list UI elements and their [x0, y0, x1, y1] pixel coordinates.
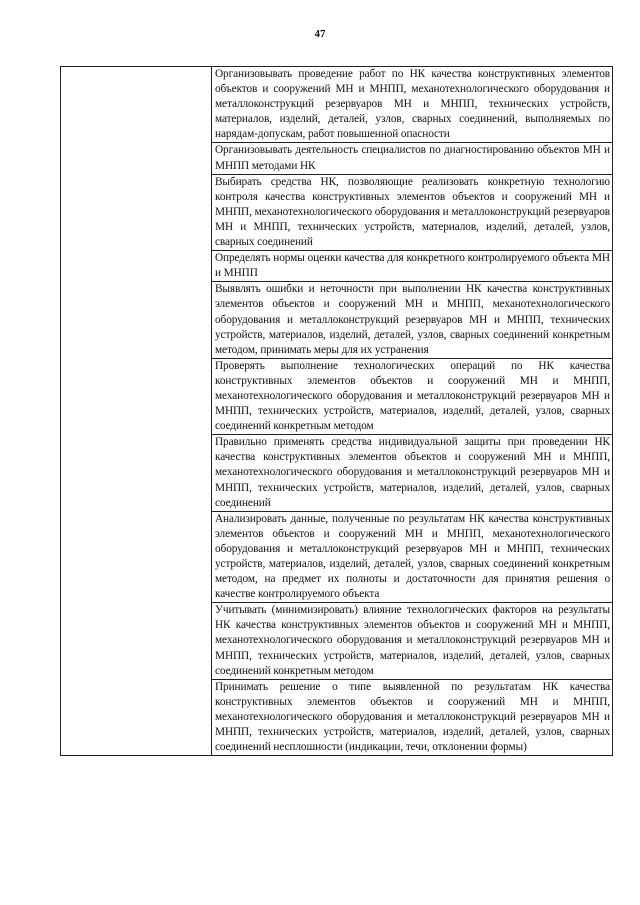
table-row: [61, 67, 613, 756]
page-number: 47: [314, 28, 326, 40]
skill-item: Проверять выполнение технологических операций по НК качества конструктивных элементов объектов и сооружений МН и МНПП, механотехнологического оборудования и металлоконструкций резервуаров МН и МНПП, технических устройств, материалов, изделий, деталей, узлов, сварных соединений конкретным методом: [212, 359, 612, 435]
skill-item: Анализировать данные, полученные по результатам НК качества конструктивных элементов объектов и сооружений МН и МНПП, механотехнологического оборудования и металлоконструкций резервуаров МН и МНПП, технических устройств, материалов, изделий, деталей, узлов, сварных соединений конкретным методом, на предмет их полноты и достаточности для принятия решения о качестве контролируемого объекта: [212, 512, 612, 604]
skill-item: Организовывать проведение работ по НК качества конструктивных элементов объектов и сооружений МН и МНПП, механотехнологического оборудования и металлоконструкций резервуаров МН и МНПП, технических устройств, материалов, изделий, деталей, узлов, сварных соединений, выполняемых по нарядам-допускам, работ повышенной опасности: [212, 67, 612, 143]
skill-item: Правильно применять средства индивидуальной защиты при проведении НК качества конструктивных элементов объектов и сооружений МН и МНПП, механотехнологического оборудования и металлоконструкций резервуаров МН и МНПП, технических устройств, материалов, изделий, деталей, узлов, сварных соединений: [212, 435, 612, 511]
skills-table: [60, 66, 613, 756]
skills-list-cell: [212, 67, 613, 756]
skill-item: Организовывать деятельность специалистов по диагностированию объектов МН и МНПП методами НК: [212, 143, 612, 174]
skill-item: Выявлять ошибки и неточности при выполнении НК качества конструктивных элементов объектов и сооружений МН и МНПП, механотехнологического оборудования и металлоконструкций резервуаров МН и МНПП, технических устройств, материалов, изделий, деталей, узлов, сварных соединений конкретным методом, принимать меры для их устранения: [212, 282, 612, 358]
skill-item: Принимать решение о типе выявленной по результатам НК качества конструктивных элементов объектов и сооружений МН и МНПП, механотехнологического оборудования и металлоконструкций резервуаров МН и МНПП, технических устройств, материалов, изделий, деталей, узлов, сварных соединений несплошности (индикации, течи, отклонении формы): [215, 680, 610, 754]
skill-item: Определять нормы оценки качества для конкретного контролируемого объекта МН и МНПП: [212, 251, 612, 282]
skill-item: Учитывать (минимизировать) влияние технологических факторов на результаты НК качества конструктивных элементов объектов и сооружений МН и МНПП, механотехнологического оборудования и металлоконструкций резервуаров МН и МНПП, технических устройств, материалов, изделий, деталей, узлов, сварных соединений конкретным методом: [212, 603, 612, 679]
empty-left-cell: [61, 67, 212, 756]
skill-item: Выбирать средства НК, позволяющие реализовать конкретную технологию контроля качества конструктивных элементов объектов и сооружений МН и МНПП, механотехнологического оборудования и металлоконструкций резервуаров МН и МНПП, технических устройств, материалов, изделий, деталей, узлов, сварных соединений: [212, 175, 612, 251]
